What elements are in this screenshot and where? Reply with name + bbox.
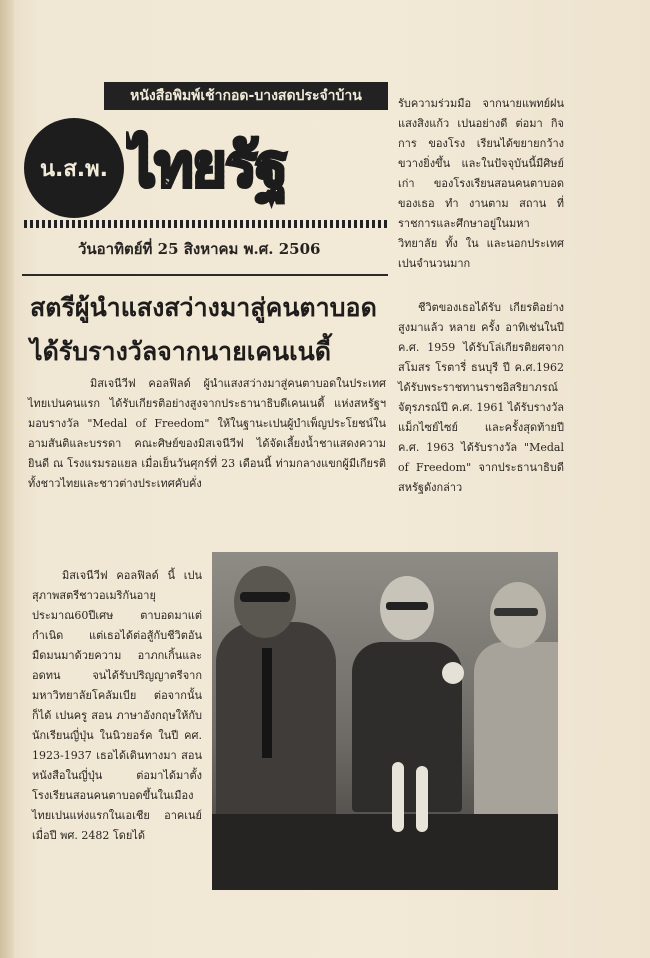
masthead-tagline: หนังสือพิมพ์เช้ากอด-บางสดประจำบ้าน [104,82,388,110]
article-headline [30,286,390,374]
right-column-text-1: รับความร่วมมือ จากนายแพทย์ฝน แสงสิงแก้ว เปนอย่างดี ต่อมา กิจ การ ของโรง เรียนได้ขยายกว้างขวางยิ่งขึ้น และในปัจจุบันนี้มีศิษย์เก่า ของโรงเรียนสอนคนตาบอดของเธอ ทำ งานตาม สถาน ที่ ราชการและศึกษาอยู่ในมหา วิทยาลัย ทั้ง ใน และนอกประเทศเปนจำนวนมาก [398,97,564,270]
date-rule-divider [22,274,388,276]
book-gutter [0,0,14,958]
right-column-text-2: ชีวิตของเธอได้รับ เกียรติอย่างสูงมาแล้ว หลาย ครั้ง อาทิเช่นในปี ค.ศ. 1959 ได้รับโล่เกียรติยศจากสโมสร โรตารี่ ธนบุรี ปี ค.ศ.1962 ได้รับพระราชทานราชอิสริยาภรณ์จัตุรภรณ์ปี ค.ศ. 1961 ได้รับรางวัลแม็กไซย์ไซย์ และครั้งสุดท้ายปี ค.ศ. 1963 ได้รับรางวัล "Medal of Freedom" จากประธานาธิบดีสหรัฐดังกล่าว [398,301,564,494]
masthead-decorative-strip [24,220,388,228]
headline-line-2: ได้รับรางวัลจากนายเคนเนดี้ [30,337,331,366]
issue-date: วันอาทิตย์ที่ 25 สิงหาคม พ.ศ. 2506 [78,240,321,258]
masthead-seal: น.ส.พ. [24,118,124,218]
article-photo [212,552,558,890]
photo-figure-man [216,622,336,822]
headline-line-1: สตรีผู้นำแสงสว่างมาสู่คนตาบอด [30,293,377,322]
masthead [22,82,388,258]
photo-table [212,814,558,890]
lead-paragraph: มิสเจนีวีฟ คอลฟิลด์ ผู้นำแสงสว่างมาสู่คนตาบอดในประเทศไทยเปนคนแรก ได้รับเกียรติอย่างสูงจากประธานาธิบดีเคนเนดี้ แห่งสหรัฐฯ มอบรางวัล "Medal of Freedom" ให้ในฐานะเปนผู้บำเพ็ญประโยชน์ในอามสันติและบรรดา คณะศิษย์ของมิสเจนีวีฟ ได้จัดเลี้ยงน้ำชาแสดงความยินดี ณ โรงแรมรอแยล เมื่อเย็นวันศุกร์ที่ 23 เดือนนี้ ท่ามกลางแขกผู้มีเกียรติทั้งชาวไทยและชาวต่างประเทศคับคั่ง [28,377,386,490]
photo-figure-woman-right [474,642,558,832]
left-column-text: มิสเจนีวีฟ คอลฟิลด์ นี้ เปนสุภาพสตรีชาวอเมริกันอายุประมาณ60ปีเศษ ตาบอดมาแต่กำเนิด แต่เธอได้ต่อสู้กับชีวิตอันมืดมนมาด้วยความ อาภกเกิ้นและอดทน จนได้รับปริญญาตรีจากมหาวิทยาลัยโคลัมเบีย ต่อจากนั้นก็ได้ เปนครู สอน ภาษาอังกฤษให้กับนักเรียนญี่ปุ่น ในนิวยอร์ค ในปี คศ. 1923-1937 เธอได้เดินทางมา สอน หนังสือในญี่ปุ่น ต่อมาได้มาตั้งโรงเรียนสอนคนตาบอดขึ้นในเมืองไทยเปนแห่งแรกในเอเชีย อาคเนย์ เมื่อปี พศ. 2482 โดยได้ [32,569,202,842]
masthead-title: ไทยรัฐ [126,116,388,216]
